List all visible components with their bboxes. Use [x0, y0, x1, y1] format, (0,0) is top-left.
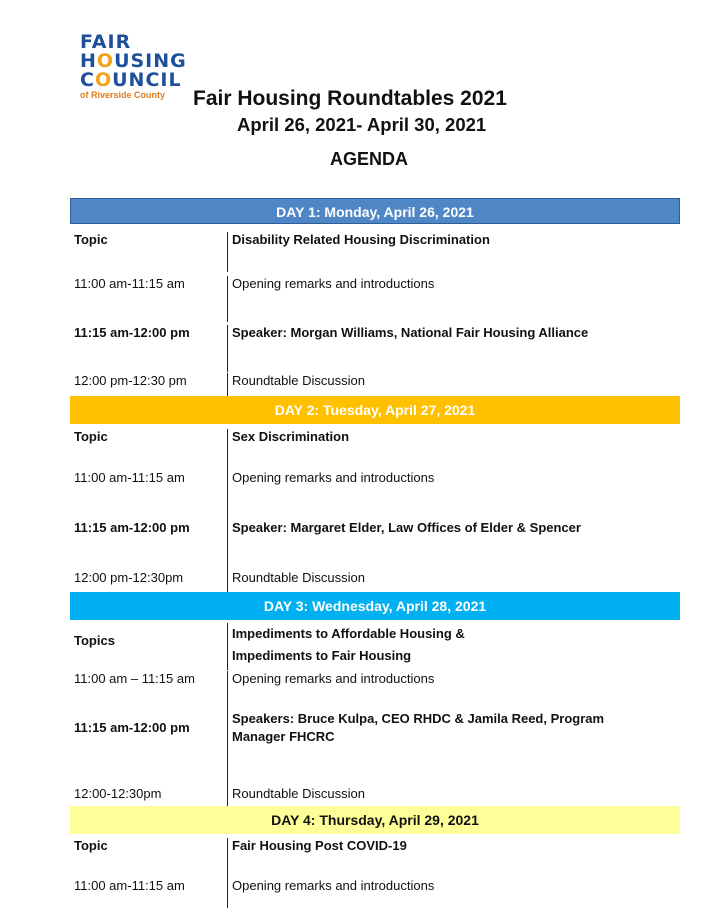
time-slot: 11:15 am-12:00 pm — [70, 520, 228, 570]
table-row — [70, 322, 680, 372]
fair-housing-council-logo — [80, 33, 190, 101]
topic-value: Fair Housing Post COVID-19 — [232, 838, 407, 853]
session-description: Opening remarks and introductions — [232, 470, 435, 485]
logo-line-council — [80, 71, 190, 90]
logo-letter-o: O — [94, 69, 113, 91]
topic-value — [228, 623, 680, 667]
day-1-header: DAY 1: Monday, April 26, 2021 — [70, 198, 680, 224]
time-slot: 11:15 am-12:00 pm — [70, 710, 228, 786]
table-row — [70, 834, 680, 878]
topic-line: Impediments to Affordable Housing & — [232, 626, 465, 641]
session-description: Roundtable Discussion — [232, 570, 365, 585]
time-slot: 12:00-12:30pm — [70, 786, 228, 806]
table-row — [70, 224, 680, 272]
topic-label: Topics — [70, 623, 228, 670]
table-row — [70, 620, 680, 670]
topic-line: Impediments to Fair Housing — [232, 648, 412, 663]
session-line: Manager FHCRC — [232, 729, 335, 744]
session-description: Roundtable Discussion — [232, 373, 365, 388]
document-dates: April 26, 2021- April 30, 2021 — [237, 114, 487, 135]
table-row — [70, 424, 680, 470]
day-3-header: DAY 3: Wednesday, April 28, 2021 — [70, 592, 680, 620]
time-slot: 11:00 am-11:15 am — [70, 276, 228, 322]
time-slot: 11:00 am – 11:15 am — [70, 671, 228, 710]
document-title: Fair Housing Roundtables 2021 — [193, 87, 507, 110]
topic-value: Sex Discrimination — [232, 429, 350, 444]
logo-letter-o: O — [96, 50, 115, 72]
day-4-header: DAY 4: Thursday, April 29, 2021 — [70, 806, 680, 834]
session-description — [228, 710, 680, 746]
table-row — [70, 670, 680, 710]
table-row — [70, 570, 680, 592]
session-description: Speaker: Morgan Williams, National Fair Housing Alliance — [232, 325, 589, 340]
logo-line-fair: FAIR — [80, 31, 132, 53]
session-description: Roundtable Discussion — [232, 786, 365, 801]
logo-letters: UNCIL — [112, 69, 182, 91]
topic-label: Topic — [70, 429, 228, 470]
session-description: Speaker: Margaret Elder, Law Offices of Elder & Spencer — [232, 520, 581, 535]
logo-letter: H — [80, 50, 97, 72]
session-line: Speakers: Bruce Kulpa, CEO RHDC & Jamila Reed, Program — [232, 711, 605, 726]
logo-letters: USING — [114, 50, 187, 72]
topic-label: Topic — [70, 232, 228, 272]
session-description: Opening remarks and introductions — [232, 671, 435, 686]
agenda-heading: AGENDA — [330, 149, 409, 169]
time-slot: 11:00 am-11:15 am — [70, 470, 228, 520]
time-slot: 12:00 pm-12:30pm — [70, 570, 228, 592]
table-row — [70, 786, 680, 806]
time-slot: 12:00 pm-12:30 pm — [70, 373, 228, 396]
time-slot: 11:15 am-12:00 pm — [70, 325, 228, 372]
table-row — [70, 272, 680, 322]
time-slot: 11:00 am-11:15 am — [70, 878, 228, 908]
logo-subline: of Riverside County — [80, 90, 166, 100]
topic-label: Topic — [70, 838, 228, 878]
session-description: Opening remarks and introductions — [232, 878, 435, 893]
session-description: Opening remarks and introductions — [232, 276, 435, 291]
agenda-table — [70, 198, 680, 908]
table-row — [70, 710, 680, 786]
topic-value: Disability Related Housing Discrimination — [232, 232, 490, 247]
day-2-header: DAY 2: Tuesday, April 27, 2021 — [70, 396, 680, 424]
table-row — [70, 520, 680, 570]
table-row — [70, 372, 680, 396]
table-row — [70, 878, 680, 908]
table-row — [70, 470, 680, 520]
logo-letter: C — [80, 69, 95, 91]
